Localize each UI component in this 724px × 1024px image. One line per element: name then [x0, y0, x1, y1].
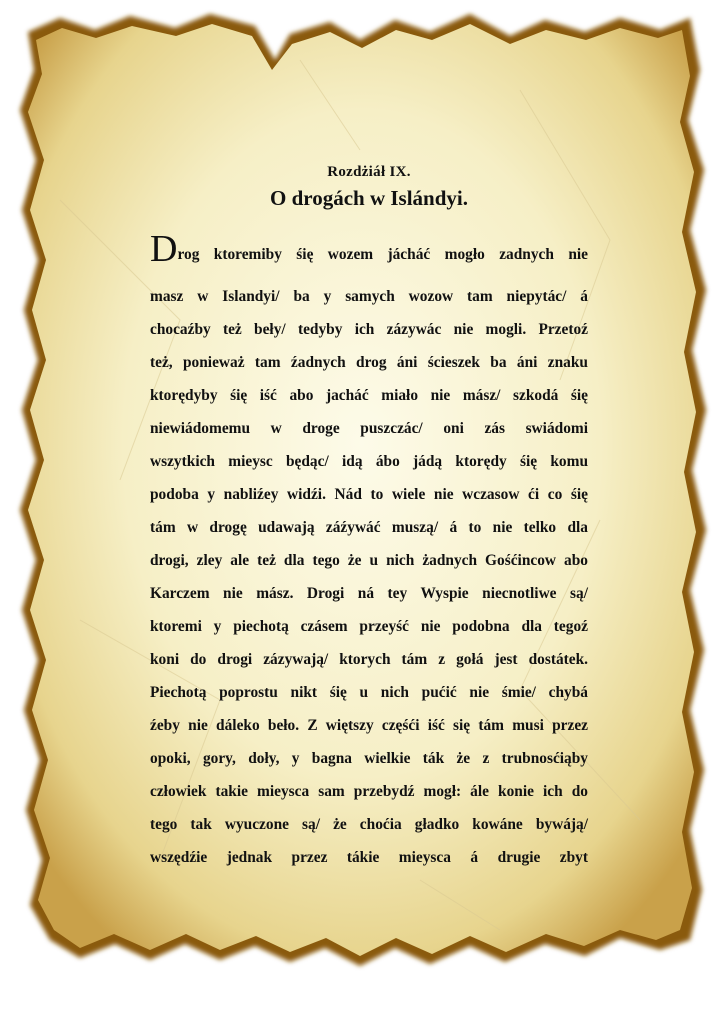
body-line: też, ponieważ tam źadnych drog áni ścieszek ba áni znaku	[150, 354, 588, 371]
body-line: Drog ktoremiby śię wozem jácháć mogło zadnych nie	[150, 228, 588, 270]
drop-cap-letter: D	[150, 228, 178, 270]
body-line: tám w drogę udawają záźywáć muszą/ á to nie telko dla	[150, 519, 588, 536]
body-line: wszytkich mieysc będąc/ idą ábo jádą ktorędy śię komu	[150, 453, 588, 470]
body-line: ktorędyby śię iść abo jacháć miało nie mász/ szkodá śię	[150, 387, 588, 404]
body-line: wszędźie jednak przez tákie mieysca á drugie zbyt	[150, 849, 588, 866]
body-line: podoba y nabliźey widźi. Nád to wiele nie wczasow ći co śię	[150, 486, 588, 503]
body-line: Piechotą poprostu nikt śię u nich pućić nie śmie/ chybá	[150, 684, 588, 701]
body-text	[150, 230, 588, 874]
body-line: niewiádomemu w droge puszczác/ oni zás swiádomi	[150, 420, 588, 437]
document-text-area	[150, 160, 588, 874]
body-line: Karczem nie mász. Drogi ná tey Wyspie niecnotliwe są/	[150, 585, 588, 602]
body-line: koni do drogi zázywają/ ktorych tám z gołá jest dostátek.	[150, 651, 588, 668]
body-line: masz w Islandyi/ ba y samych wozow tam niepytác/ á	[150, 288, 588, 305]
body-line: ktoremi y piechotą czásem przeyść nie podobna dla tegoź	[150, 618, 588, 635]
body-line: drogi, zley ale też dla tego że u nich żadnych Gośćincow abo	[150, 552, 588, 569]
body-line: chocaźby też beły/ tedyby ich zázywác nie mogli. Przetoź	[150, 321, 588, 338]
body-line: człowiek takie mieysca sam przebydź mogł: ále konie ich do	[150, 783, 588, 800]
body-line: źeby nie dáleko beło. Z więtszy częśći iść się tám musi przez	[150, 717, 588, 734]
chapter-label: Rozdżiáł IX.	[327, 164, 411, 180]
body-line: opoki, gory, doły, y bagna wielkie ták że z trubnosćiąby	[150, 750, 588, 767]
chapter-title: O drogách w Islándyi.	[270, 186, 468, 210]
body-line: tego tak wyuczone są/ że choćia gładko kowáne bywáją/	[150, 816, 588, 833]
